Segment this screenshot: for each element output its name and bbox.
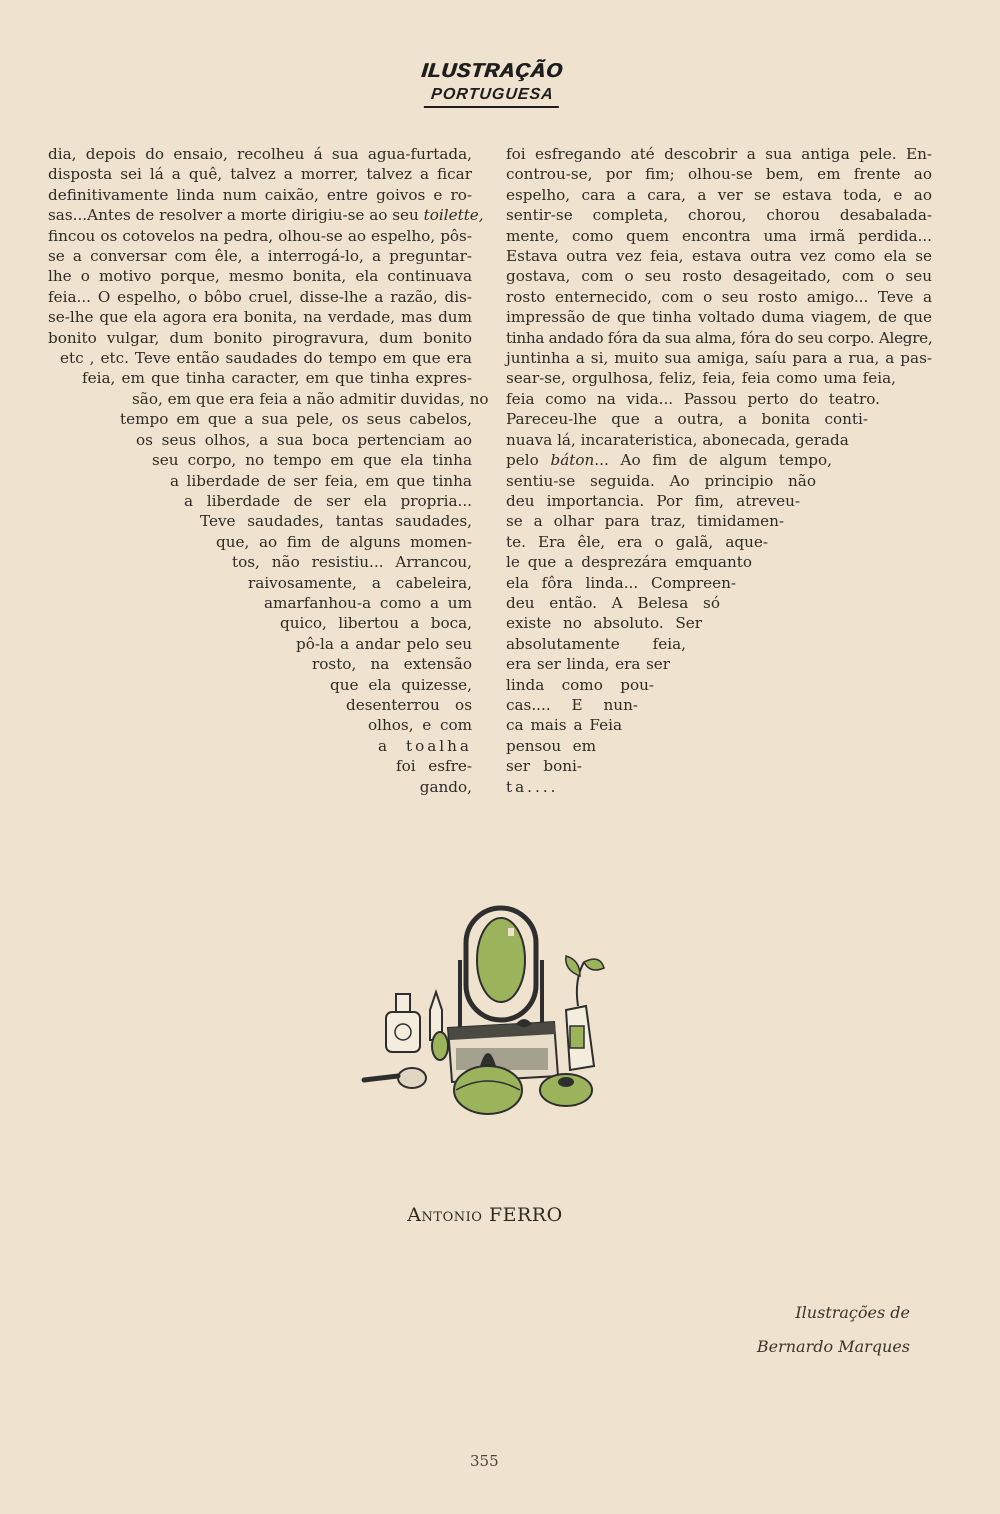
text-line: feia como na vida... Passou perto do teatro.	[506, 389, 880, 408]
text-line: ela fôra linda... Compreen-	[506, 573, 736, 592]
text-line: Pareceu-lhe que a outra, a bonita conti-	[506, 410, 868, 429]
text-line: sentiu-se seguida. Ao principio não	[506, 471, 816, 490]
text-line: se a olhar para traz, timidamen-	[506, 512, 784, 531]
italic-word: toilette,	[423, 206, 484, 225]
masthead-line-2: PORTUGUESA	[423, 84, 560, 108]
text-line: se-lhe que ela agora era bonita, na verdade, mas dum	[48, 308, 472, 327]
text-line: pô-la a andar pelo seu	[296, 634, 472, 653]
text-line: etc , etc. Teve então saudades do tempo em que era	[60, 349, 472, 368]
flower-vase-icon	[566, 956, 604, 1070]
text-line: mente, como quem encontra uma irmã perdida...	[506, 226, 932, 245]
text-line: rosto, na extensão	[312, 655, 472, 674]
text-line: gostava, com o seu rosto desageitado, com o seu	[506, 267, 932, 286]
author-first-name: Antonio	[407, 1204, 483, 1226]
text-line: foi esfregando até descobrir a sua antiga pele. En-	[506, 145, 932, 163]
text-line	[48, 205, 484, 225]
text-line: se a conversar com êle, a interrogá-lo, a preguntar-	[48, 247, 472, 266]
text-line: rosto enternecido, com o seu rosto amigo... Teve a	[506, 287, 932, 306]
text-line: pensou em	[506, 736, 596, 755]
text-line: seu corpo, no tempo em que ela tinha	[152, 451, 472, 470]
text-line: linda como pou-	[506, 675, 654, 694]
author-byline	[0, 1204, 970, 1226]
right-text-column	[506, 144, 932, 797]
text-line: cas.... E nun-	[506, 695, 638, 714]
masthead-logo	[418, 58, 566, 114]
text-line: a liberdade de ser ela propria...	[184, 491, 472, 510]
text-line: bonito vulgar, dum bonito pirogravura, dum bonito	[48, 328, 472, 347]
text-line: a toalha	[378, 736, 472, 755]
author-last-name: FERRO	[488, 1204, 563, 1226]
mirror-icon	[460, 908, 542, 1028]
hand-mirror-icon	[364, 1068, 426, 1088]
vanity-table-illustration	[356, 900, 616, 1120]
credits-line-1: Ilustrações de	[795, 1303, 910, 1322]
text-line: são, em que era feia a não admitir duvidas, no	[132, 389, 489, 408]
text-line: ser boni-	[506, 757, 582, 776]
text-line: a liberdade de ser feia, em que tinha	[170, 471, 472, 490]
left-text-column	[48, 144, 489, 797]
text-line: desenterrou os	[346, 695, 472, 714]
text-line: lhe o motivo porque, mesmo bonita, ela continuava	[48, 267, 472, 286]
text-line: tempo em que a sua pele, os seus cabelos,	[120, 410, 472, 429]
page-number: 355	[470, 1452, 499, 1470]
text-line: tinha andado fóra da sua alma, fóra do seu corpo. Alegre,	[506, 328, 933, 347]
text-line: le que a desprezára emquanto	[506, 553, 752, 572]
text-line: olhos, e com	[368, 716, 472, 735]
italic-word: báton	[550, 451, 595, 470]
text-line: feia, em que tinha caracter, em que tinha expres-	[82, 369, 472, 388]
text-run: pelo	[506, 451, 551, 470]
text-run: sas...Antes de resolver a morte dirigiu-se ao seu	[48, 206, 424, 225]
text-line: disposta sei lá a quê, talvez a morrer, talvez a ficar	[48, 165, 472, 184]
illustration-credits	[757, 1296, 910, 1364]
text-line: os seus olhos, a sua boca pertenciam ao	[136, 430, 472, 449]
text-line: espelho, cara a cara, a ver se estava toda, e ao	[506, 185, 932, 204]
perfume-bottle-icon	[386, 992, 448, 1060]
text-line: definitivamente linda num caixão, entre goivos e ro-	[48, 185, 472, 204]
text-line	[506, 450, 832, 470]
masthead-line-1: ILUSTRAÇÃO	[420, 60, 564, 82]
text-line: deu importancia. Por fim, atreveu-	[506, 491, 800, 510]
text-line: dia, depois do ensaio, recolheu á sua agua-furtada,	[48, 145, 472, 163]
text-line: ta....	[506, 777, 559, 796]
text-line: deu então. A Belesa só	[506, 593, 720, 612]
text-line: fincou os cotovelos na pedra, olhou-se ao espelho, pôs-	[48, 226, 472, 245]
text-line: sentir-se completa, chorou, chorou desabalada-	[506, 206, 932, 225]
text-line: tos, não resistiu... Arrancou,	[232, 553, 472, 572]
text-line: quico, libertou a boca,	[280, 614, 472, 633]
text-line: nuava lá, incarateristica, abonecada, gerada	[506, 430, 849, 449]
text-line: impressão de que tinha voltado duma viagem, de que	[506, 308, 932, 327]
text-line: amarfanhou-a como a um	[264, 593, 472, 612]
text-line: Teve saudades, tantas saudades,	[200, 512, 472, 531]
text-run: ... Ao fim de algum tempo,	[594, 451, 832, 470]
text-line: foi esfre-	[396, 757, 472, 776]
text-line: sear-se, orgulhosa, feliz, feia, feia como uma feia,	[506, 369, 896, 388]
text-line: te. Era êle, era o galã, aque-	[506, 532, 768, 551]
text-line: que ela quizesse,	[330, 675, 472, 694]
text-line: Estava outra vez feia, estava outra vez como ela se	[506, 247, 932, 266]
text-line: existe no absoluto. Ser	[506, 614, 702, 633]
text-line: feia... O espelho, o bôbo cruel, disse-lhe a razão, dis-	[48, 287, 472, 306]
text-line: gando,	[419, 777, 472, 796]
credits-line-2: Bernardo Marques	[756, 1337, 910, 1356]
text-line: controu-se, por fim; olhou-se bem, em frente ao	[506, 165, 932, 184]
text-line: raivosamente, a cabeleira,	[248, 573, 472, 592]
text-line: juntinha a si, muito sua amiga, saíu para a rua, a pas-	[506, 349, 932, 368]
text-line: ca mais a Feia	[506, 716, 622, 735]
text-line: que, ao fim de alguns momen-	[216, 532, 472, 551]
text-line: absolutamente feia,	[506, 634, 686, 653]
text-line: era ser linda, era ser	[506, 655, 670, 674]
